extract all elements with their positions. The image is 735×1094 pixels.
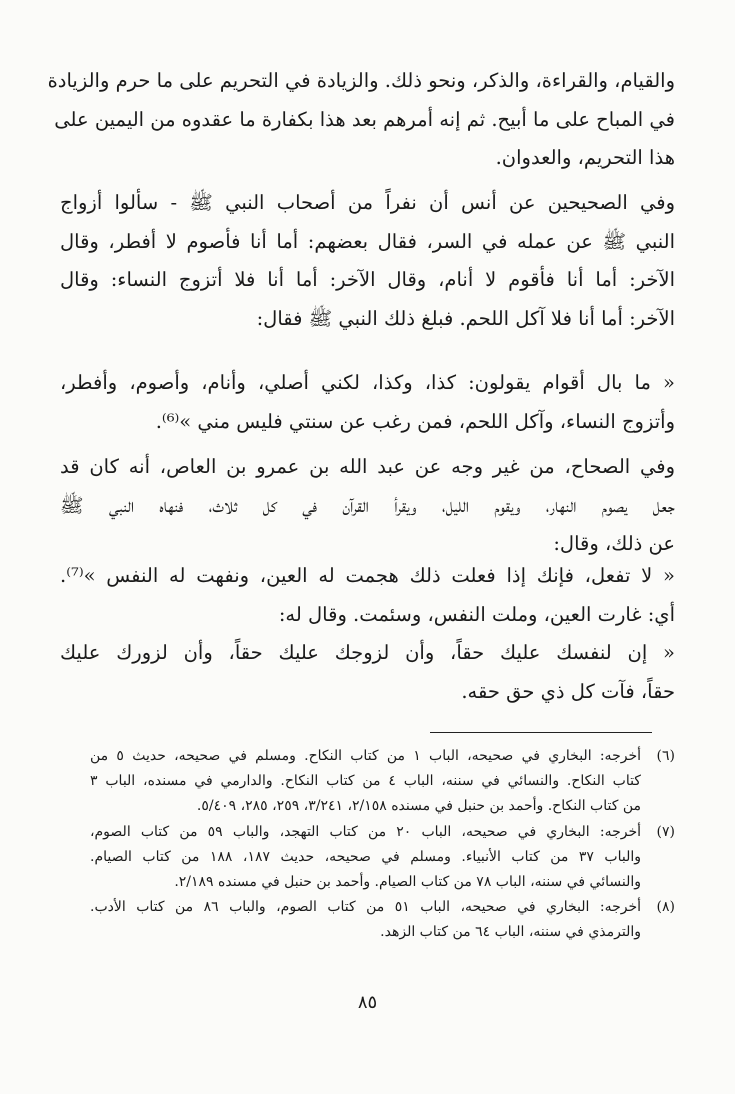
text-line: الآخر: أما أنا فلا آكل اللحم. فبلغ ذلك النبي ﷺ فقال: xyxy=(256,306,675,330)
text-line: وأتزوج النساء، وآكل اللحم، فمن رغب عن سنتي فليس مني »⁽⁶⁾. xyxy=(155,409,675,433)
text-line: الآخر: أما أنا فأقوم لا أنام، وقال الآخر: أما أنا فلا أتزوج النساء: وقال xyxy=(60,268,675,292)
footnote-line: والباب ٣٧ من كتاب الأنبياء. ومسلم في صحيحه، حديث ١٨٧، ١٨٨ من كتاب الصيام. xyxy=(90,848,641,865)
paragraph-1 xyxy=(47,62,675,178)
footnote-line: كتاب النكاح. والنسائي في سننه، الباب ٤ من كتاب النكاح. والدارمي في مسنده، الباب ٣ xyxy=(90,773,641,790)
footnote-line: والنسائي في سننه، الباب ٧٨ من كتاب الصيام. وأحمد بن حنبل في مسنده ٢/١٨٩. xyxy=(174,873,641,890)
hadith-quote-1 xyxy=(60,364,675,441)
footnote-6 xyxy=(90,744,675,820)
text-line: « ما بال أقوام يقولون: كذا، وكذا، لكني أصلي، وأنام، وأصوم، وأفطر، xyxy=(60,371,675,394)
footnote-line: والترمذي في سننه، الباب ٦٤ من كتاب الزهد. xyxy=(380,924,641,941)
footnote-8 xyxy=(90,895,675,945)
footnote-number: (٧) xyxy=(656,823,675,840)
text-line: عن ذلك، وقال: xyxy=(553,532,675,556)
hadith-quote-3 xyxy=(60,634,675,711)
text-line: حقاً، فآت كل ذي حق حقه. xyxy=(461,679,675,703)
footnote-7 xyxy=(90,820,675,896)
hadith-quote-2 xyxy=(60,557,675,634)
footnote-divider xyxy=(430,732,652,733)
footnote-line: من كتاب النكاح. وأحمد بن حنبل في مسنده ٢/١٥٨، ٣/٢٤١، ٢٥٩، ٢٨٥، ٥/٤٠٩. xyxy=(196,798,641,815)
text-line: والقيام، والقراءة، والذكر، ونحو ذلك. والزيادة في التحريم على ما حرم والزيادة xyxy=(47,69,675,92)
text-line: وفي الصحيحين عن أنس أن نفراً من أصحاب النبي ﷺ - سألوا أزواج xyxy=(60,191,675,214)
text-line: وفي الصحاح، من غير وجه عن عبد الله بن عمرو بن العاص، أنه كان قد xyxy=(60,455,675,478)
page-number: ٨٥ xyxy=(357,992,378,1013)
text-line: النبي ﷺ عن عمله في السر، فقال بعضهم: أما أنا فأصوم لا أفطر، وقال xyxy=(60,229,675,253)
text-line: أي: غارت العين، وملت النفس، وسئمت. وقال له: xyxy=(278,602,675,626)
footnote-line: أخرجه: البخاري في صحيحه، الباب ٢٠ من كتاب التهجد، والباب ٥٩ من كتاب الصوم، xyxy=(90,823,641,840)
text-line: « إن لنفسك عليك حقاً، وأن لزوجك عليك حقاً، وأن لزورك عليك xyxy=(60,641,675,664)
paragraph-3 xyxy=(60,448,675,564)
text-line: هذا التحريم، والعدوان. xyxy=(495,146,675,170)
text-line: في المباح على ما أبيح. ثم إنه أمرهم بعد هذا بكفارة ما عقدوه من اليمين على xyxy=(54,107,675,131)
text-line: « لا تفعل، فإنك إذا فعلت ذلك هجمت له العين، ونفهت له النفس »⁽⁷⁾. xyxy=(60,564,675,587)
text-line: جعل يصوم النهار، ويقوم الليل، ويقرأ القرآن في كل ثلاث، فنهاه النبي ﷺ xyxy=(60,493,675,517)
footnote-number: (٦) xyxy=(656,748,675,764)
footnote-number: (٨) xyxy=(656,899,676,916)
footnote-line: أخرجه: البخاري في صحيحه، الباب ٥١ من كتاب الصوم، والباب ٨٦ من كتاب الأدب. xyxy=(90,899,642,916)
footnote-line: أخرجه: البخاري في صحيحه، الباب ١ من كتاب النكاح. ومسلم في صحيحه، حديث ٥ من xyxy=(90,748,641,764)
footnotes xyxy=(90,744,675,946)
paragraph-2 xyxy=(60,184,675,338)
